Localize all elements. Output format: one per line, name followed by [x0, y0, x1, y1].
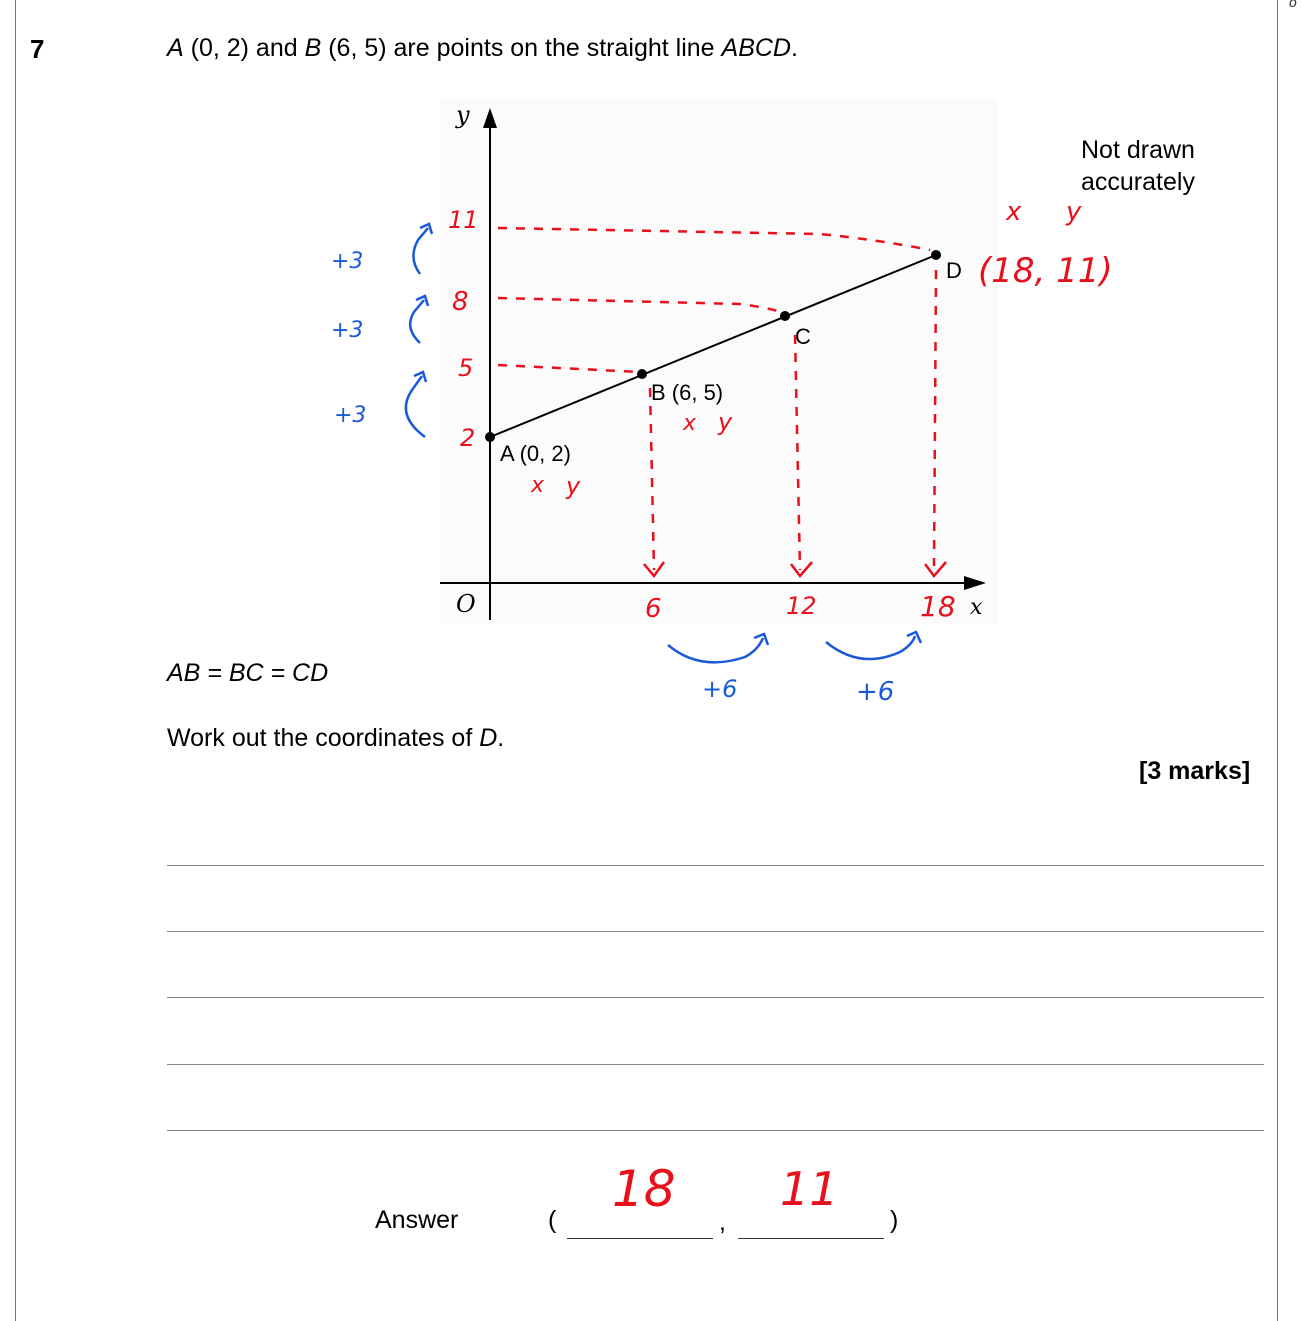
y-step-arrow-1 [406, 376, 425, 437]
tag-b-x: x [683, 411, 697, 436]
answer-open-paren: ( [548, 1206, 557, 1234]
y-axis-label: y [456, 101, 470, 129]
x-value-18: 18 [920, 590, 956, 623]
instruction-point: D [479, 724, 498, 752]
question-end: . [790, 34, 798, 62]
working-line-4[interactable] [167, 1064, 1264, 1065]
x-step-label-2: +6 [856, 677, 895, 707]
point-d [931, 250, 941, 260]
instruction-end: . [497, 724, 505, 752]
point-b-name: B [304, 34, 322, 62]
working-line-1[interactable] [167, 865, 1264, 866]
instruction-text: Work out the coordinates of [167, 724, 480, 752]
equal-lengths-statement: AB = BC = CD [167, 659, 329, 687]
tag-d-y: y [1066, 197, 1082, 227]
diagram-background [440, 98, 998, 624]
y-step-arrow-3 [413, 228, 428, 274]
point-a [485, 432, 495, 442]
x-value-12: 12 [786, 592, 817, 620]
y-step-label-top: +3 [331, 249, 364, 274]
tag-a-y: y [566, 472, 581, 500]
answer-y-value: 11 [780, 1162, 839, 1216]
note-line-1: Not drawn [1081, 136, 1195, 164]
y-value-5: 5 [458, 354, 474, 382]
label-c: C [795, 324, 811, 349]
y-value-2: 2 [460, 424, 476, 452]
point-b [637, 369, 647, 379]
x-step-label-1: +6 [702, 675, 738, 703]
answer-label: Answer [375, 1206, 459, 1234]
y-step-label-middle: +3 [331, 318, 364, 343]
y-step-arrow-2 [410, 300, 424, 343]
point-b-coords: (6, 5) are points on the straight line [321, 34, 722, 62]
d-coordinates: (18, 11) [978, 251, 1113, 291]
point-a-name: A [167, 34, 184, 62]
tag-b-y: y [718, 408, 733, 436]
origin-label: O [456, 590, 476, 618]
question-number: 7 [30, 34, 45, 64]
answer-close-paren: ) [890, 1206, 899, 1234]
point-c [780, 311, 790, 321]
tag-d-x: x [1006, 197, 1022, 227]
line-name: ABCD [721, 34, 791, 62]
x-axis-label: x [970, 595, 983, 620]
y-value-11: 11 [448, 206, 479, 234]
answer-comma: , [719, 1208, 726, 1236]
point-a-coords: (0, 2) and [183, 34, 305, 62]
instruction [167, 724, 504, 753]
y-step-label-bottom: +3 [334, 403, 367, 428]
working-line-3[interactable] [167, 997, 1264, 998]
x-step-arrow-2 [826, 636, 915, 659]
x-value-6: 6 [645, 594, 662, 624]
label-b: B (6, 5) [651, 380, 724, 405]
working-line-5[interactable] [167, 1130, 1264, 1131]
x-step-arrow-1 [668, 638, 763, 662]
working-line-2[interactable] [167, 931, 1264, 932]
tag-a-x: x [531, 473, 545, 498]
answer-x-field[interactable] [567, 1238, 713, 1239]
note-line-2: accurately [1081, 168, 1195, 196]
y-value-8: 8 [452, 287, 469, 317]
corner-mark: o [1289, 0, 1297, 10]
label-a: A (0, 2) [500, 441, 571, 466]
marks-label: [3 marks] [1139, 757, 1251, 785]
answer-x-value: 18 [612, 1160, 676, 1218]
label-d: D [946, 258, 962, 283]
answer-y-field[interactable] [738, 1238, 884, 1239]
